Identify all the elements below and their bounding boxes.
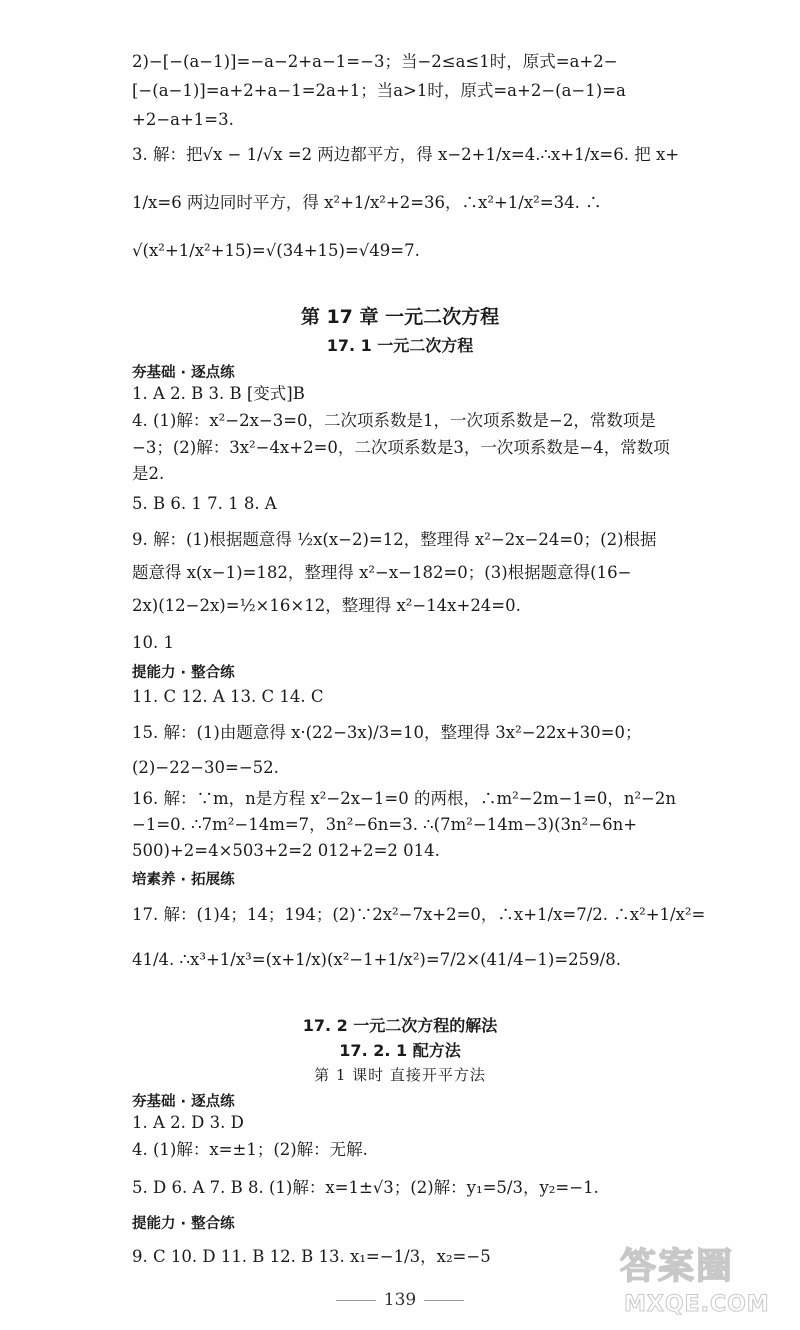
section-heading: 夯基础 · 逐点练	[132, 365, 235, 381]
section-heading: 提能力 · 整合练	[132, 665, 235, 681]
answer-line: 500)+2=4×503+2=2 012+2=2 014.	[132, 841, 440, 860]
section-title: 17. 2 一元二次方程的解法	[302, 1016, 498, 1035]
page-number-rule-right	[424, 1300, 464, 1301]
answer-line: 41/4. ∴x³+1/x³=(x+1/x)(x²−1+1/x²)=7/2×(41/4−1)=259/8.	[132, 950, 621, 969]
answer-line: 2)−[−(a−1)]=−a−2+a−1=−3；当−2≤a≤1时，原式=a+2−	[132, 52, 618, 71]
page-number-text: 139	[383, 1290, 417, 1310]
section-heading: 培素养 · 拓展练	[132, 872, 235, 888]
section-heading: 夯基础 · 逐点练	[132, 1094, 235, 1110]
answer-line: −3；(2)解：3x²−4x+2=0，二次项系数是3，一次项系数是−4，常数项	[132, 438, 670, 457]
answer-line: 16. 解：∵m，n是方程 x²−2x−1=0 的两根，∴m²−2m−1=0，n²−2n	[132, 789, 677, 808]
watermark-text: 答案圈	[620, 1246, 735, 1287]
answer-line: (2)−22−30=−52.	[132, 758, 279, 777]
section-title: 17. 1 一元二次方程	[326, 336, 474, 355]
watermark-logo	[600, 1230, 790, 1325]
answer-line: 是2.	[132, 464, 165, 483]
watermark-url: MXQE.COM	[624, 1292, 770, 1317]
section-heading: 提能力 · 整合练	[132, 1216, 235, 1232]
answer-line: 9. 解：(1)根据题意得 ½x(x−2)=12，整理得 x²−2x−24=0；(2)根据	[132, 530, 657, 549]
answer-line: 4. (1)解：x²−2x−3=0，二次项系数是1，一次项系数是−2，常数项是	[132, 411, 656, 430]
answer-line: 11. C 12. A 13. C 14. C	[132, 687, 324, 706]
answer-line: 1. A 2. B 3. B [变式]B	[132, 384, 305, 403]
answer-line: 9. C 10. D 11. B 12. B 13. x₁=−1/3，x₂=−5	[132, 1247, 491, 1266]
answer-line: √(x²+1/x²+15)=√(34+15)=√49=7.	[132, 241, 420, 260]
answer-line: 10. 1	[132, 633, 174, 652]
answer-line: −1=0. ∴7m²−14m=7，3n²−6n=3. ∴(7m²−14m−3)(3n²−6n+	[132, 815, 638, 834]
lesson-title: 第 1 课时 直接开平方法	[314, 1066, 486, 1084]
answer-line: 5. B 6. 1 7. 1 8. A	[132, 494, 277, 513]
answer-line: 17. 解：(1)4；14；194；(2)∵2x²−7x+2=0，∴x+1/x=7/2. ∴x²+1/x²=	[132, 905, 706, 924]
answer-line: 1. A 2. D 3. D	[132, 1113, 244, 1132]
answer-line: 5. D 6. A 7. B 8. (1)解：x=1±√3；(2)解：y₁=5/3，y₂=−1.	[132, 1178, 599, 1197]
page-number-rule-left	[336, 1300, 376, 1301]
answer-line: 4. (1)解：x=±1；(2)解：无解.	[132, 1140, 368, 1159]
answer-line: [−(a−1)]=a+2+a−1=2a+1；当a>1时，原式=a+2−(a−1)=a	[132, 81, 626, 100]
subsection-title: 17. 2. 1 配方法	[339, 1041, 461, 1060]
answer-line: 题意得 x(x−1)=182，整理得 x²−x−182=0；(3)根据题意得(16−	[132, 563, 632, 582]
answer-line: 3. 解：把√x − 1/√x =2 两边都平方，得 x−2+1/x=4.∴x+1/x=6. 把 x+	[132, 145, 680, 164]
answer-line: +2−a+1=3.	[132, 110, 234, 129]
answer-line: 2x)(12−2x)=½×16×12，整理得 x²−14x+24=0.	[132, 596, 521, 615]
chapter-title: 第 17 章 一元二次方程	[300, 306, 500, 328]
answer-line: 15. 解：(1)由题意得 x·(22−3x)/3=10，整理得 3x²−22x+30=0；	[132, 723, 642, 742]
answer-line: 1/x=6 两边同时平方，得 x²+1/x²+2=36，∴x²+1/x²=34. ∴	[132, 193, 602, 212]
